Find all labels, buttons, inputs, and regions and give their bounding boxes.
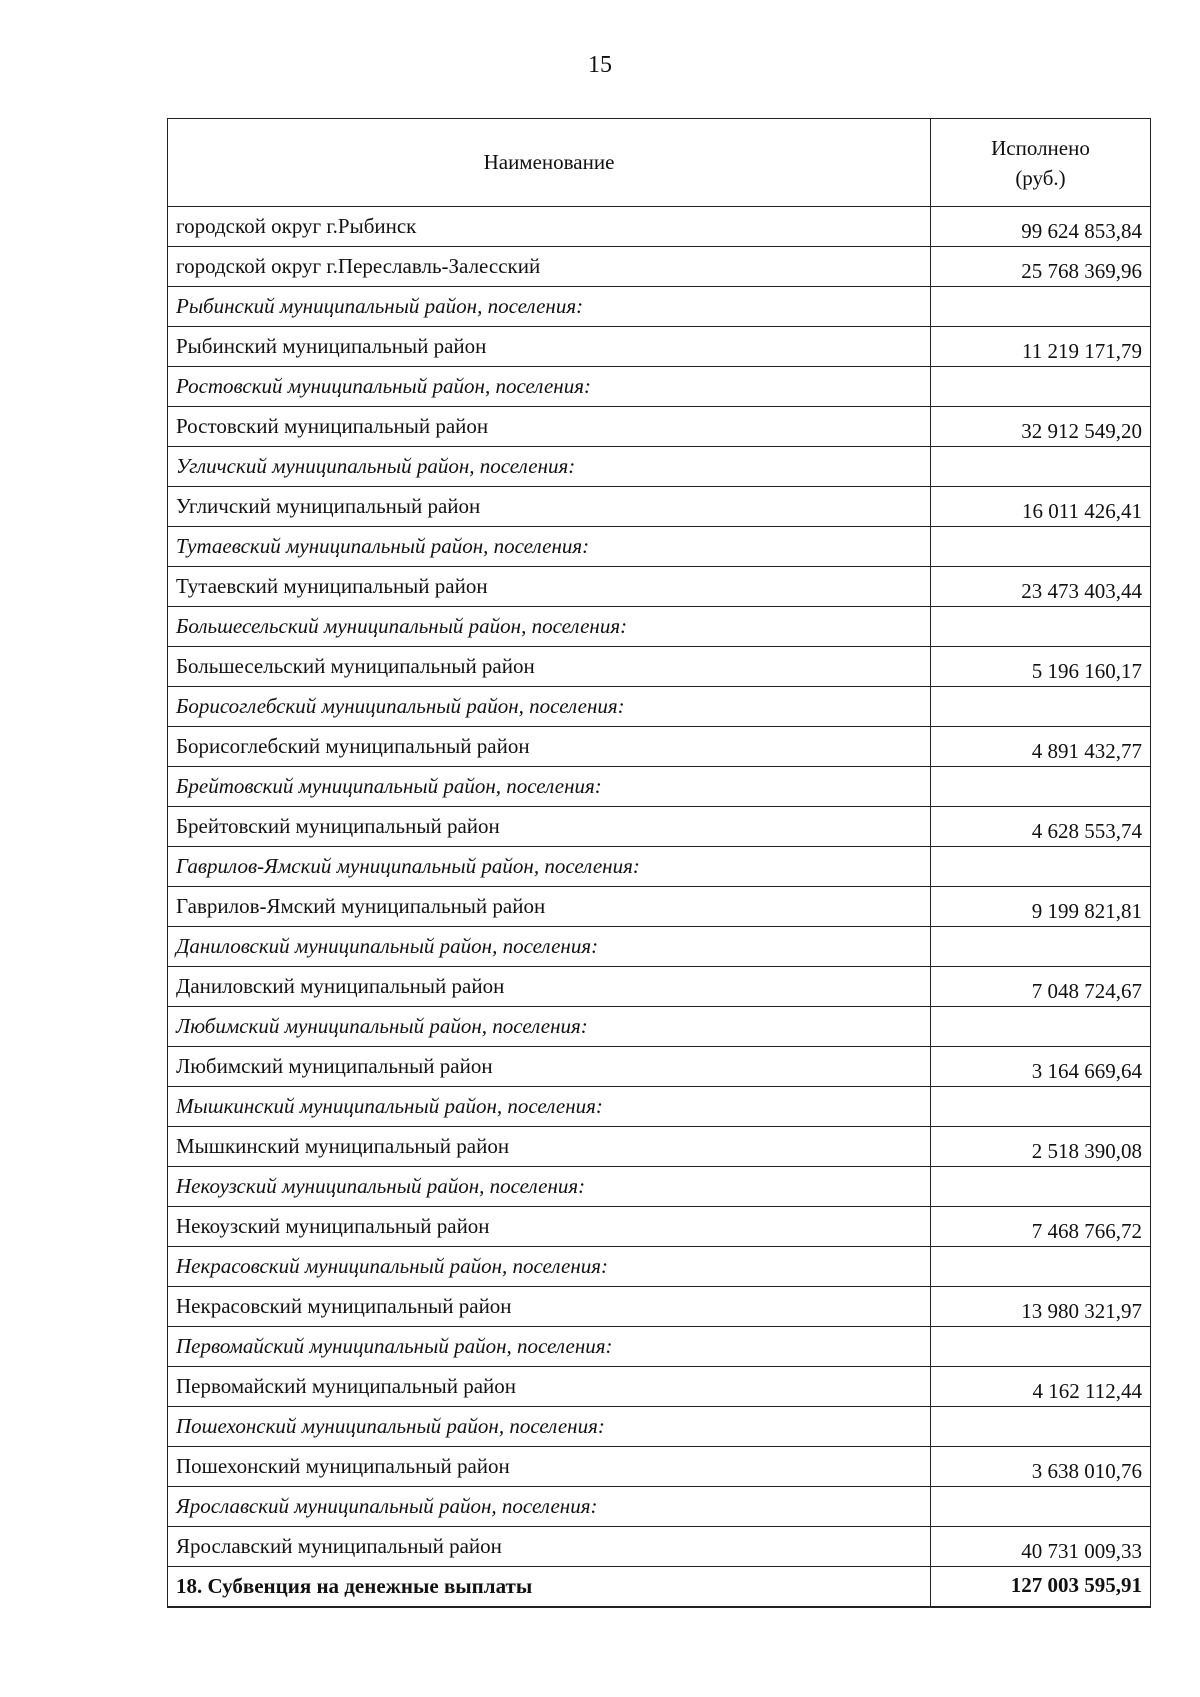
row-name: Мышкинский муниципальный район, поселения: [168,1087,931,1127]
row-name: Даниловский муниципальный район [168,967,931,1007]
section-header-row [168,447,1151,487]
table-row [168,407,1151,447]
row-name: Брейтовский муниципальный район [168,807,931,847]
row-name: Некоузский муниципальный район [168,1207,931,1247]
row-value: 9 199 821,81 [931,887,1151,927]
section-header-row [168,927,1151,967]
row-name: Ростовский муниципальный район [168,407,931,447]
row-value: 4 628 553,74 [931,807,1151,847]
table-row [168,1047,1151,1087]
row-value [931,767,1151,807]
row-value [931,607,1151,647]
row-value [931,927,1151,967]
row-name: Пошехонский муниципальный район, поселения: [168,1407,931,1447]
row-name: Рыбинский муниципальный район [168,327,931,367]
row-name: Брейтовский муниципальный район, поселения: [168,767,931,807]
row-value [931,447,1151,487]
table-row [168,487,1151,527]
row-name: Первомайский муниципальный район, поселения: [168,1327,931,1367]
row-value: 4 891 432,77 [931,727,1151,767]
table-row [168,807,1151,847]
section-header-row [168,1167,1151,1207]
row-name: Угличский муниципальный район [168,487,931,527]
table-row [168,727,1151,767]
section-header-row [168,1327,1151,1367]
row-value: 16 011 426,41 [931,487,1151,527]
row-name: Угличский муниципальный район, поселения: [168,447,931,487]
row-value [931,527,1151,567]
table-row [168,1127,1151,1167]
row-value [931,1487,1151,1527]
table-row [168,247,1151,287]
page-number: 15 [588,52,612,78]
row-name: городской округ г.Переславль-Залесский [168,247,931,287]
row-name: Любимский муниципальный район, поселения: [168,1007,931,1047]
row-value [931,1167,1151,1207]
column-header-value-line1: Исполнено [991,135,1090,160]
row-value: 7 048 724,67 [931,967,1151,1007]
budget-table [167,118,1151,1608]
table-body [168,207,1151,1608]
row-value [931,1327,1151,1367]
table-row [168,1367,1151,1407]
row-name: Даниловский муниципальный район, поселения: [168,927,931,967]
row-name: Борисоглебский муниципальный район, поселения: [168,687,931,727]
row-value: 5 196 160,17 [931,647,1151,687]
section-header-row [168,1487,1151,1527]
row-name: Некрасовский муниципальный район [168,1287,931,1327]
row-value [931,1407,1151,1447]
row-name: Мышкинский муниципальный район [168,1127,931,1167]
total-row [168,1567,1151,1608]
row-value [931,847,1151,887]
row-name: Ярославский муниципальный район [168,1527,931,1567]
section-header-row [168,367,1151,407]
section-header-row [168,287,1151,327]
table-header-row [168,119,1151,207]
row-name: Некрасовский муниципальный район, поселения: [168,1247,931,1287]
section-header-row [168,847,1151,887]
section-header-row [168,607,1151,647]
row-value: 2 518 390,08 [931,1127,1151,1167]
row-value [931,1087,1151,1127]
row-name: городской округ г.Рыбинск [168,207,931,247]
row-value: 13 980 321,97 [931,1287,1151,1327]
row-value [931,367,1151,407]
row-name: Тутаевский муниципальный район [168,567,931,607]
column-header-value [931,119,1151,207]
row-value [931,1007,1151,1047]
row-name: Первомайский муниципальный район [168,1367,931,1407]
total-value: 127 003 595,91 [931,1567,1151,1608]
row-name: Гаврилов-Ямский муниципальный район [168,887,931,927]
row-value: 25 768 369,96 [931,247,1151,287]
row-name: Тутаевский муниципальный район, поселения: [168,527,931,567]
row-name: Борисоглебский муниципальный район [168,727,931,767]
table-row [168,1527,1151,1567]
table-row [168,567,1151,607]
table-row [168,887,1151,927]
total-name: 18. Субвенция на денежные выплаты [168,1567,931,1608]
row-value [931,687,1151,727]
table-row [168,967,1151,1007]
row-value: 40 731 009,33 [931,1527,1151,1567]
section-header-row [168,1247,1151,1287]
section-header-row [168,1407,1151,1447]
section-header-row [168,687,1151,727]
table-row [168,1207,1151,1247]
section-header-row [168,527,1151,567]
table-row [168,647,1151,687]
row-value: 11 219 171,79 [931,327,1151,367]
row-value: 23 473 403,44 [931,567,1151,607]
row-name: Гаврилов-Ямский муниципальный район, поселения: [168,847,931,887]
row-name: Ярославский муниципальный район, поселения: [168,1487,931,1527]
row-value: 3 638 010,76 [931,1447,1151,1487]
table-row [168,207,1151,247]
section-header-row [168,1007,1151,1047]
section-header-row [168,1087,1151,1127]
table-row [168,1287,1151,1327]
row-value: 3 164 669,64 [931,1047,1151,1087]
row-value: 99 624 853,84 [931,207,1151,247]
row-name: Некоузский муниципальный район, поселения: [168,1167,931,1207]
section-header-row [168,767,1151,807]
row-name: Пошехонский муниципальный район [168,1447,931,1487]
row-name: Рыбинский муниципальный район, поселения: [168,287,931,327]
column-header-value-line2: (руб.) [1015,165,1066,190]
row-value [931,287,1151,327]
table-row [168,1447,1151,1487]
row-name: Ростовский муниципальный район, поселения: [168,367,931,407]
row-name: Большесельский муниципальный район [168,647,931,687]
row-name: Большесельский муниципальный район, поселения: [168,607,931,647]
row-value: 7 468 766,72 [931,1207,1151,1247]
row-name: Любимский муниципальный район [168,1047,931,1087]
row-value: 32 912 549,20 [931,407,1151,447]
row-value: 4 162 112,44 [931,1367,1151,1407]
table-row [168,327,1151,367]
row-value [931,1247,1151,1287]
column-header-name: Наименование [168,119,931,207]
